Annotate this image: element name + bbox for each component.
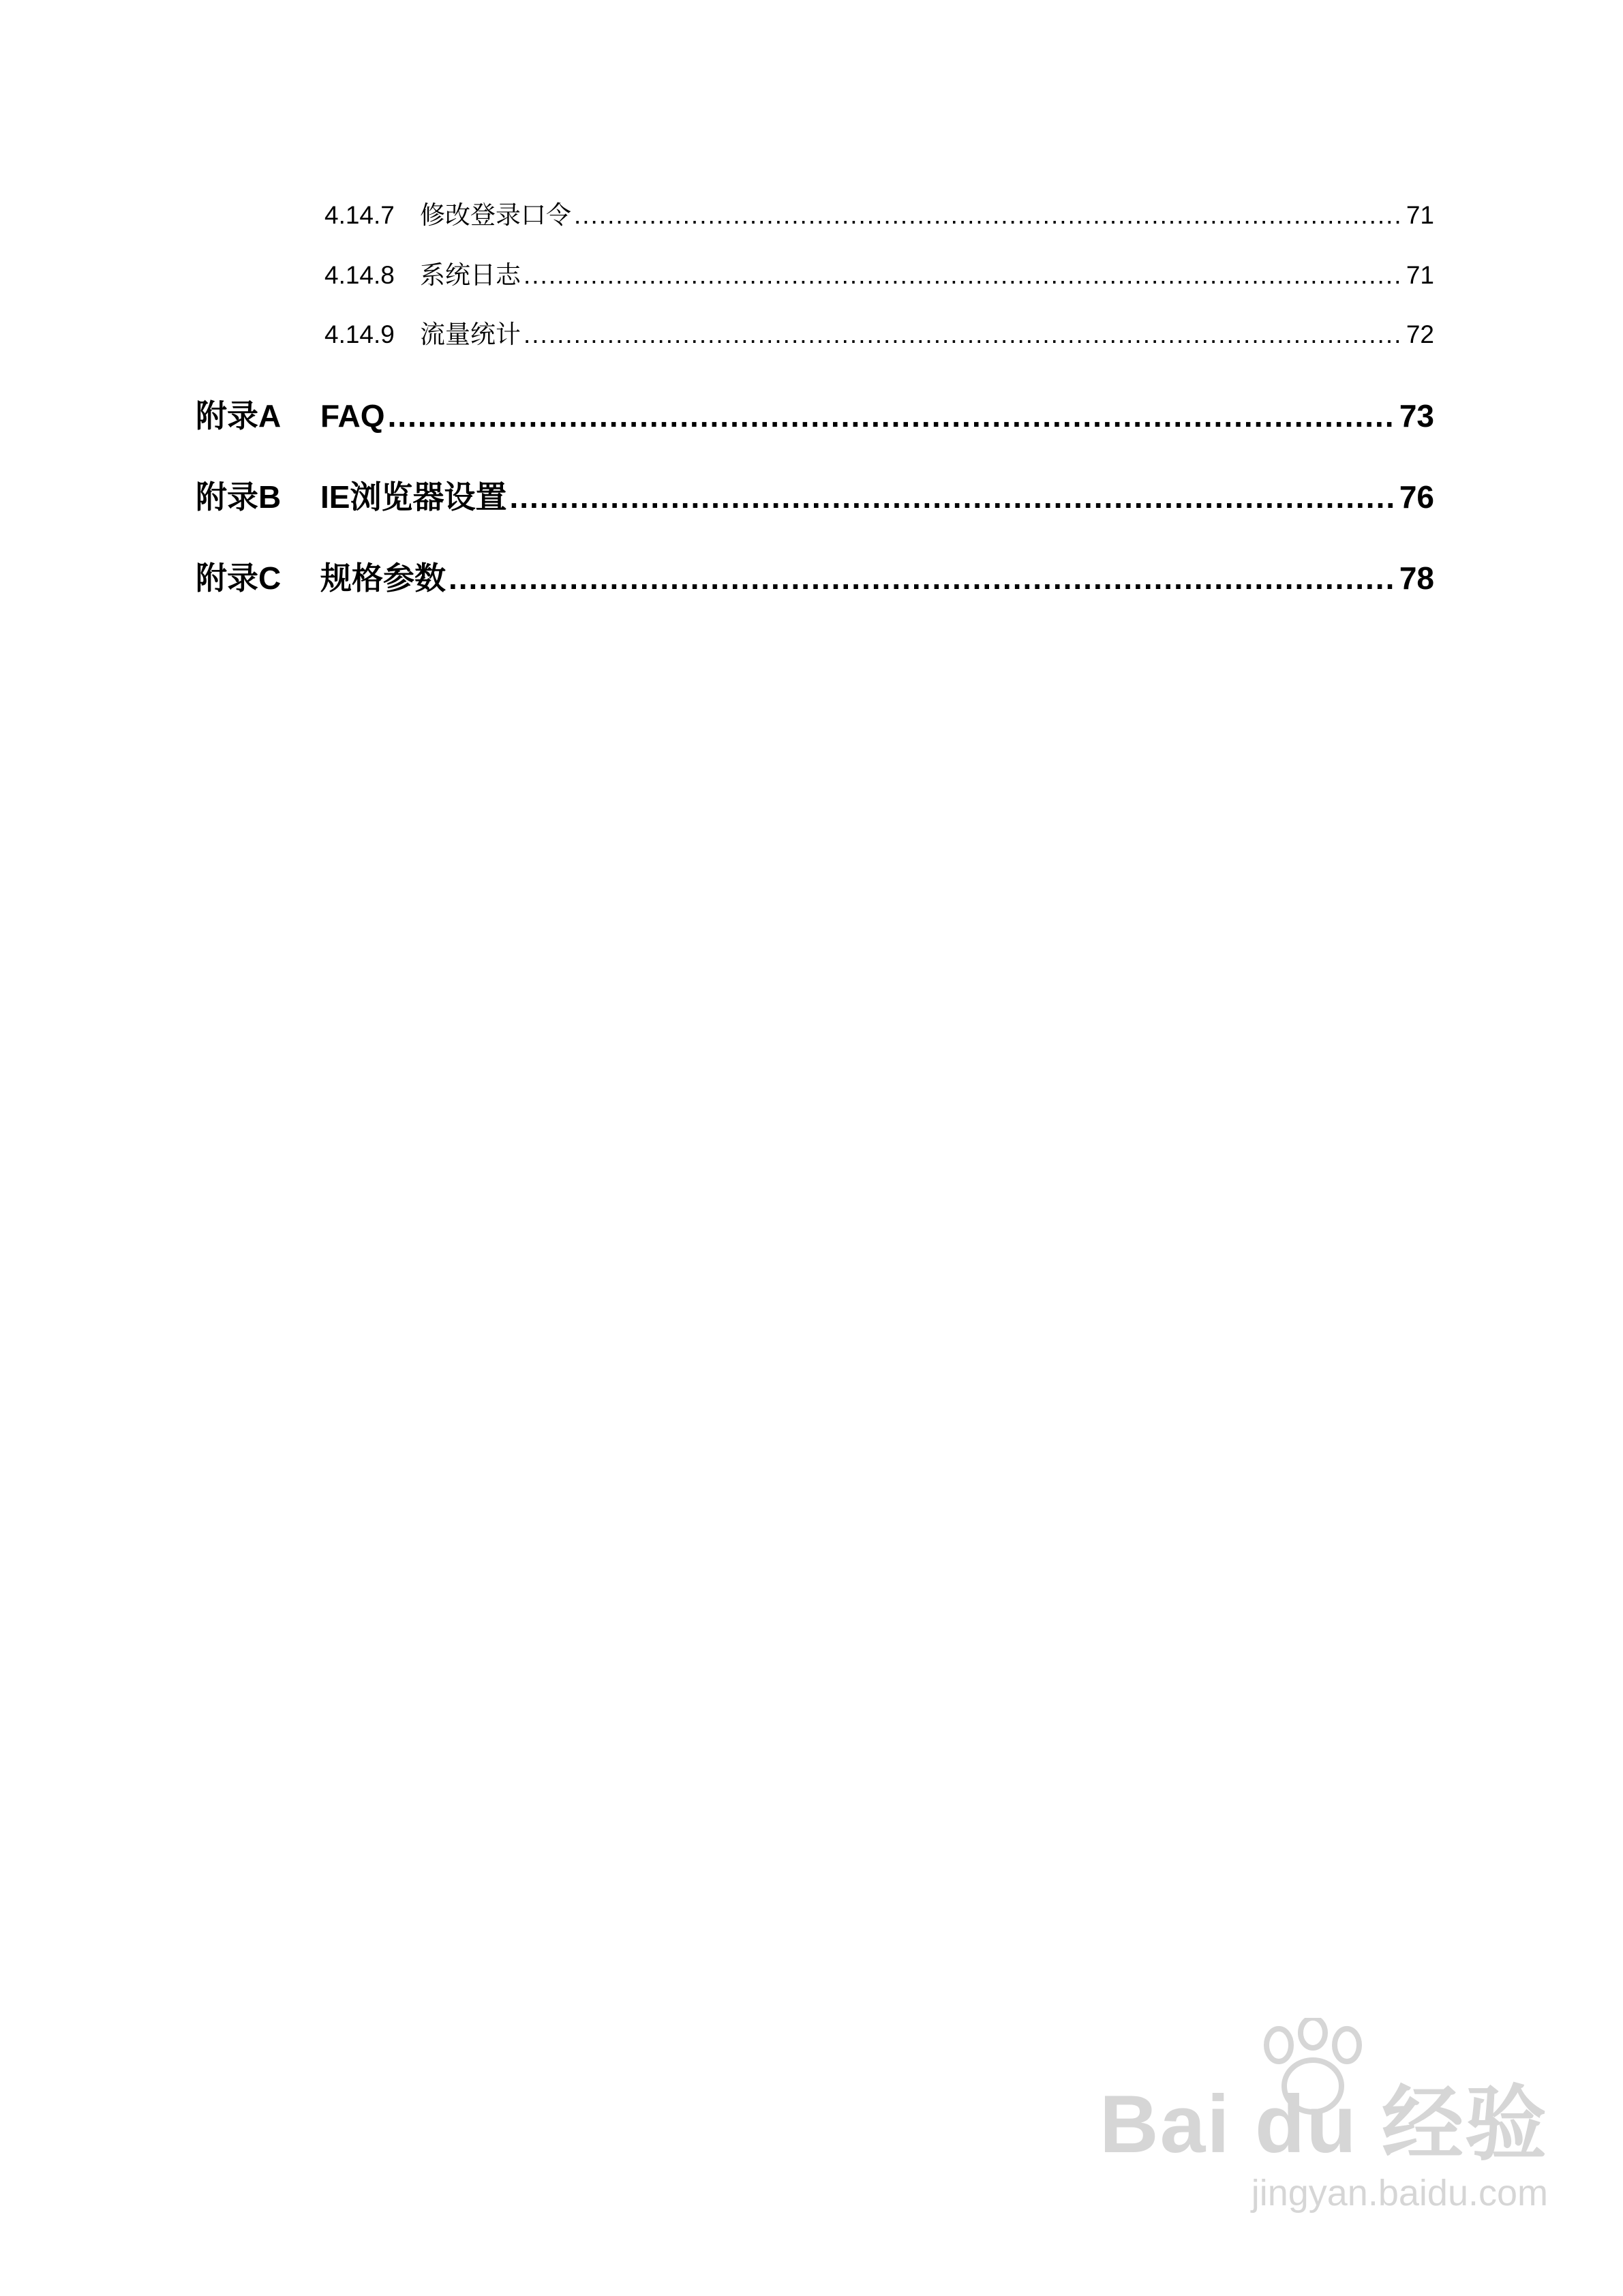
toc-leader (524, 320, 1404, 349)
toc-leader (524, 261, 1404, 290)
toc-appendix-page: 78 (1399, 560, 1434, 596)
watermark (1099, 2059, 1548, 2214)
toc-entry-number: 4.14.8 (324, 261, 395, 289)
toc-appendix-number: 附录A (196, 398, 282, 434)
toc-appendix-entry[interactable] (196, 391, 1434, 436)
toc-appendix-page: 76 (1399, 479, 1434, 515)
toc-entry-number: 4.14.7 (324, 201, 395, 229)
toc-appendix-title: FAQ (320, 398, 385, 434)
toc-appendix-entry[interactable] (196, 554, 1434, 599)
toc-entry[interactable] (324, 254, 1434, 291)
toc-entry-page: 72 (1406, 320, 1434, 348)
toc-appendix-title: 规格参数 (320, 560, 446, 596)
toc-entry-title: 修改登录口令 (420, 201, 571, 229)
toc-entry-page: 71 (1406, 261, 1434, 289)
toc-entry-title: 系统日志 (420, 261, 521, 289)
toc-appendix-number: 附录B (196, 479, 282, 515)
toc-entry-title: 流量统计 (420, 320, 521, 348)
watermark-logo: Bai du 经验 (1099, 2079, 1548, 2170)
toc-appendix-page: 73 (1399, 398, 1434, 434)
toc-leader (449, 560, 1397, 596)
toc-leader (509, 479, 1396, 515)
toc-leader (388, 397, 1397, 434)
toc-appendix-title: IE浏览器设置 (320, 479, 507, 515)
toc-entry[interactable] (324, 194, 1434, 231)
toc-entry-number: 4.14.9 (324, 320, 395, 348)
watermark-url: jingyan.baidu.com (1251, 2173, 1548, 2214)
toc-appendix-number: 附录C (196, 560, 282, 596)
toc-appendix-entry[interactable] (196, 472, 1434, 517)
toc-entry[interactable] (324, 314, 1434, 350)
toc-entry-page: 71 (1406, 201, 1434, 229)
toc-leader (574, 201, 1404, 230)
